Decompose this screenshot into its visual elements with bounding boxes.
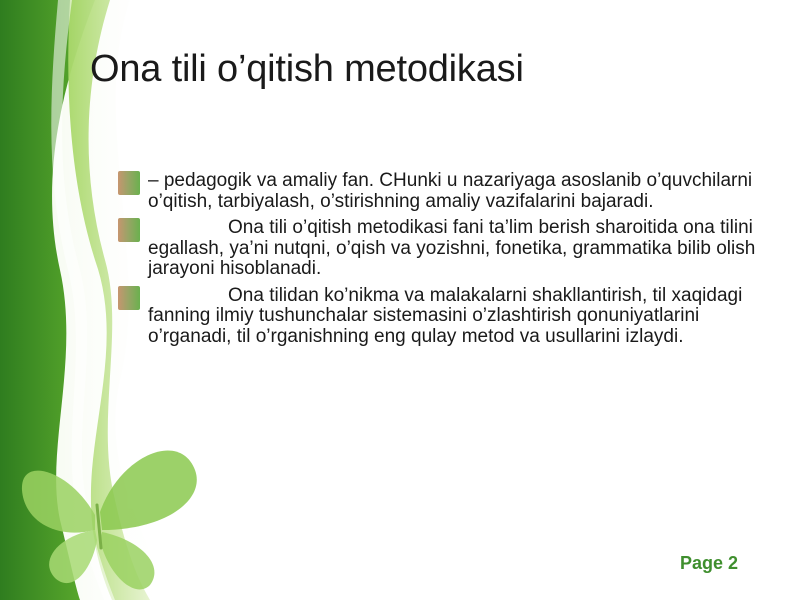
square-bullet-icon <box>118 218 140 242</box>
bullet-text: – pedagogik va amaliy fan. CHunki u nazariyaga asoslanib o’quvchilarni o’qitish, tarbiyalash, o’stirishning amaliy vazifalarini bajaradi. <box>148 170 753 212</box>
bullet-item <box>118 286 768 348</box>
bullet-item <box>118 218 768 280</box>
page-number: Page 2 <box>679 553 738 573</box>
bullet-list <box>118 171 768 353</box>
bullet-item <box>118 171 768 212</box>
bullet-text: Ona tilidan ko’nikma va malakalarni shakllantirish, til xaqidagi fanning ilmiy tushunchalar sistemasini o’zlashtirish qonuniyatlarini o’rganadi, til o’rganishning eng qulay metod va usullarini izlaydi. <box>148 284 743 347</box>
square-bullet-icon <box>118 286 140 310</box>
square-bullet-icon <box>118 171 140 195</box>
bullet-text: Ona tili o’qitish metodikasi fani ta’lim berish sharoitida ona tilini egallash, ya’ni nutqni, o’qish va yozishni, fonetika, grammatika bilib olish jarayoni hisoblanadi. <box>148 217 756 279</box>
slide-title: Ona tili o’qitish metodikasi <box>90 48 524 90</box>
